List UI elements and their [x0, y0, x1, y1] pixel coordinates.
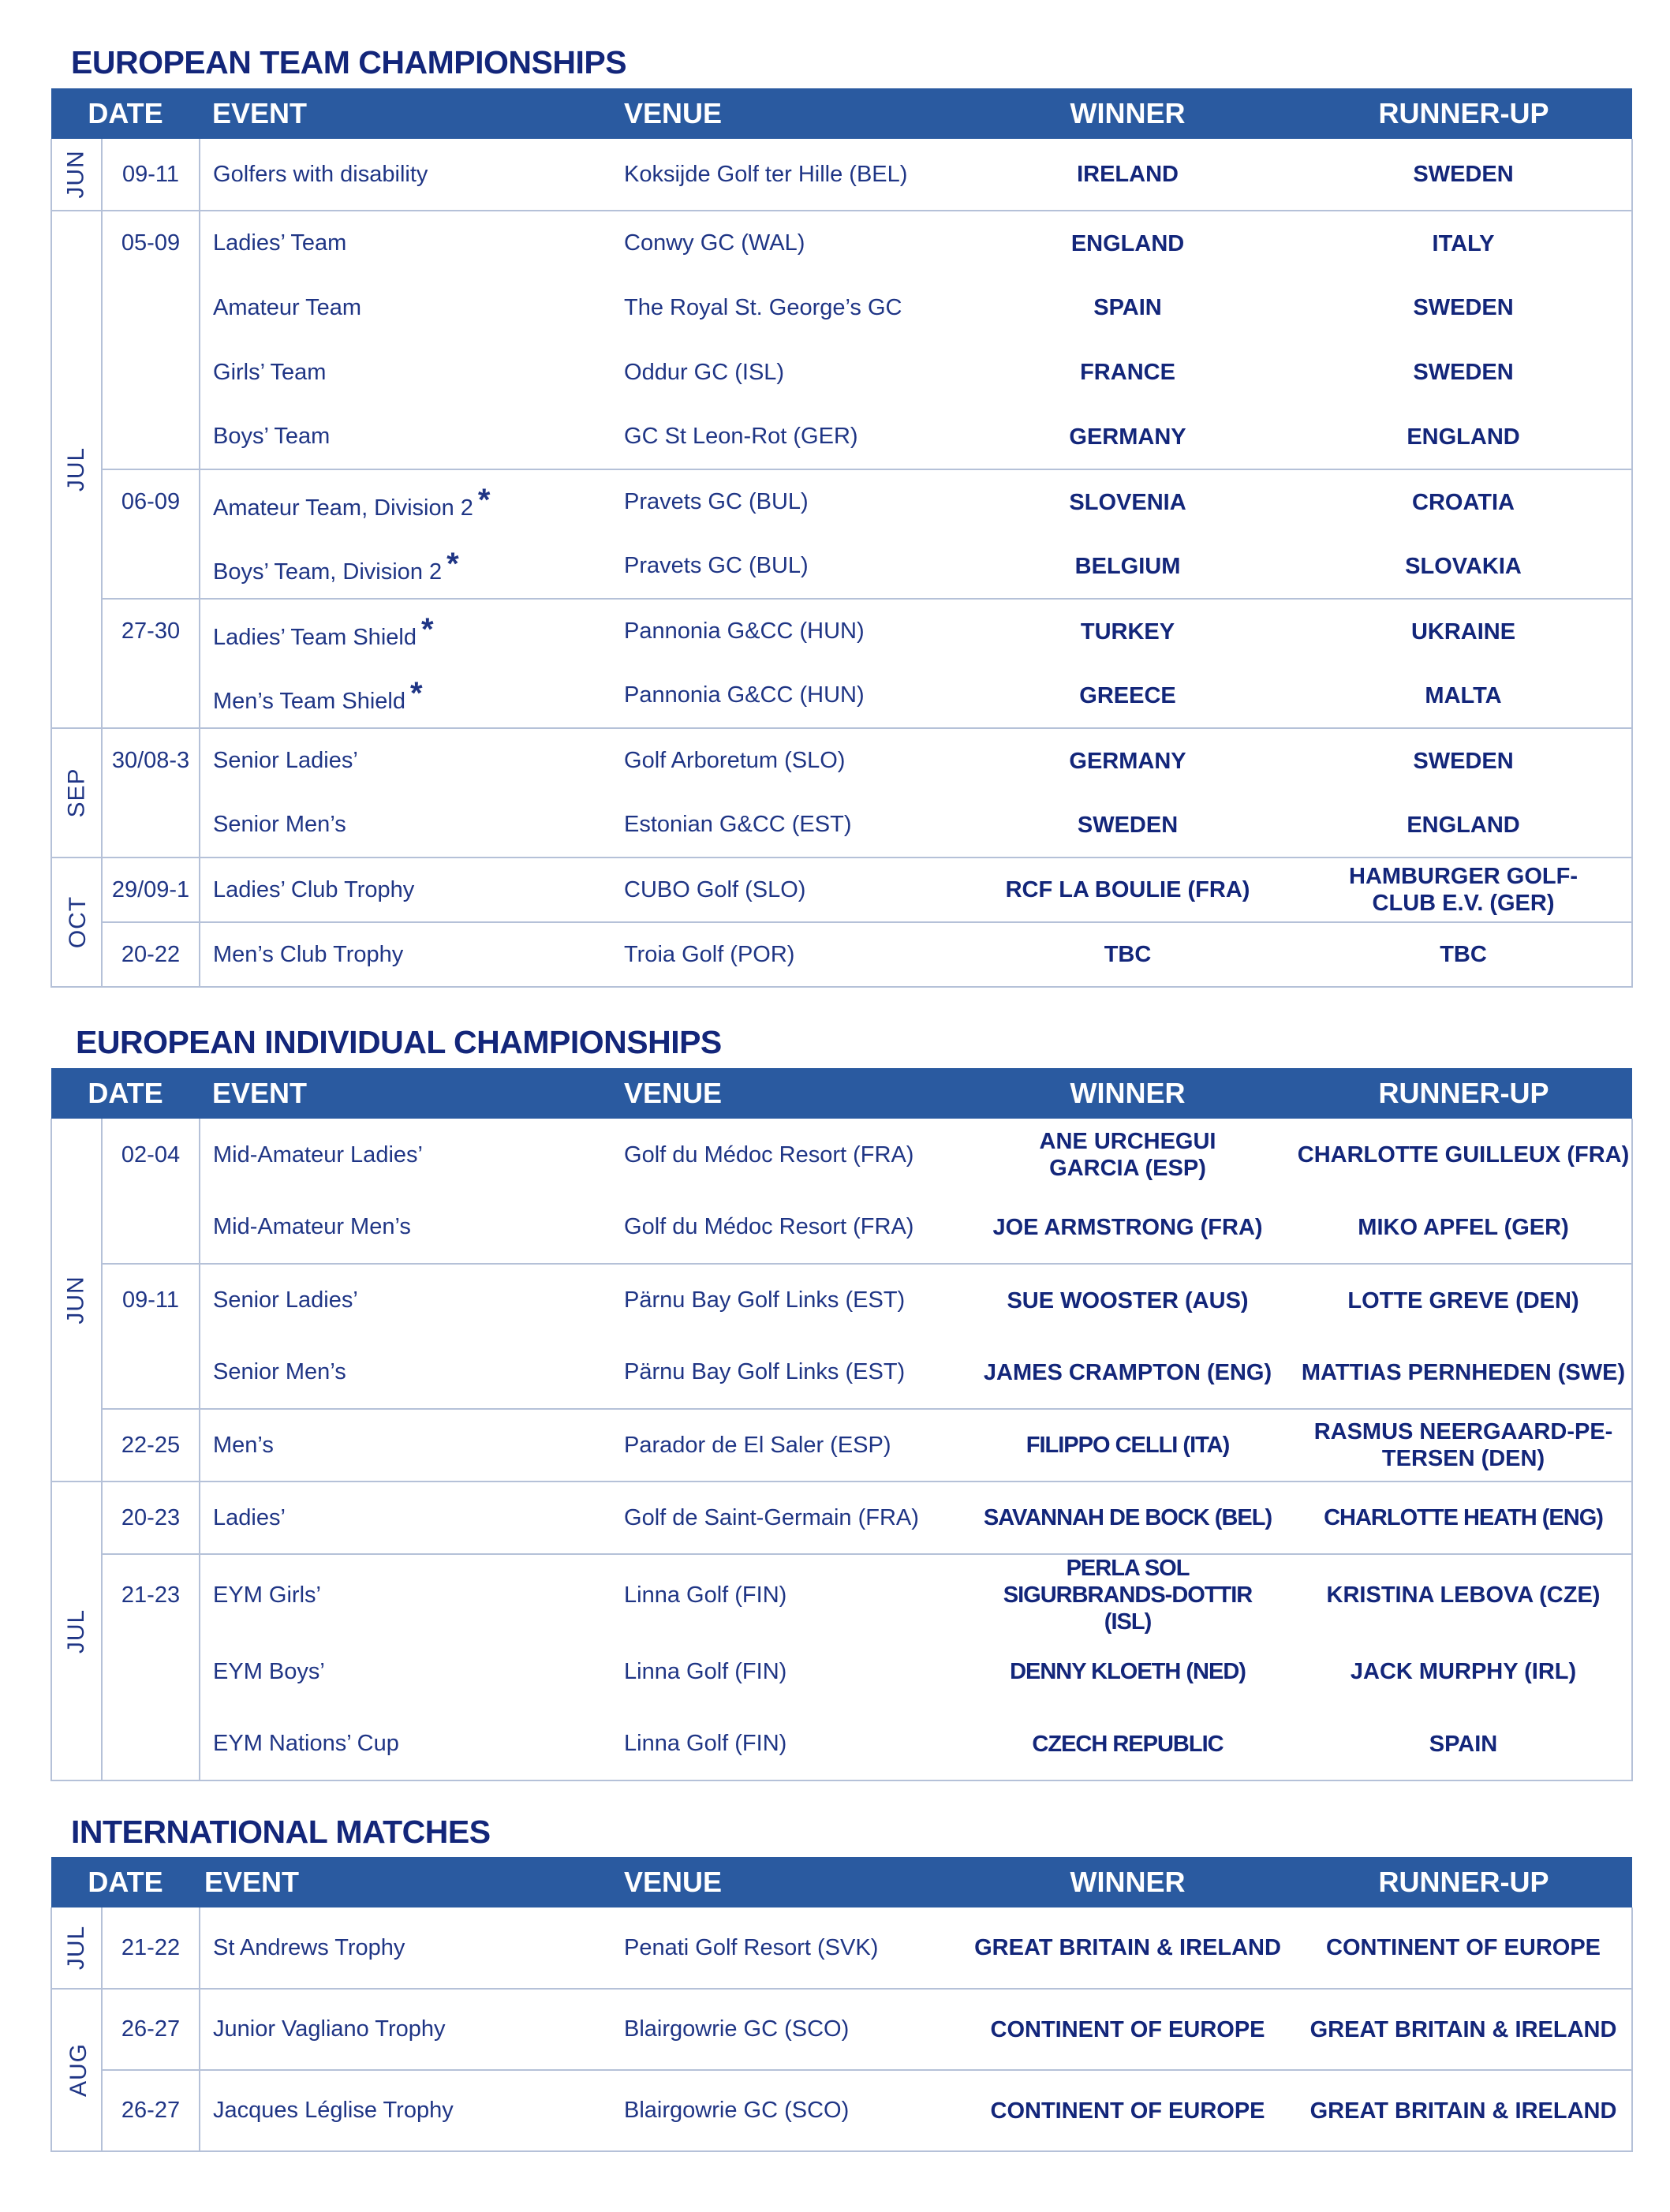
winner-cell: GREAT BRITAIN & IRELAND [960, 1907, 1295, 1989]
winner-cell: SLOVENIA [1069, 489, 1186, 515]
date-cell [102, 1191, 200, 1264]
month-label: SEP [63, 768, 90, 818]
month-label: JUN [63, 1275, 89, 1325]
venue-cell: Golf Arboretum (SLO) [624, 748, 846, 773]
runner-up-cell: CHARLOTTE GUILLEUX (FRA) [1295, 1119, 1632, 1191]
date-cell: 30/08-3 [102, 728, 200, 793]
team-header-row [51, 88, 1632, 139]
month-label: JUL [62, 1925, 89, 1971]
date-cell: 06-09 [102, 469, 200, 534]
event-cell: Girls’ Team [213, 359, 327, 385]
event-cell: EYM Nations’ Cup [200, 1708, 611, 1780]
table-row [51, 469, 1632, 534]
winner-cell: CZECH REPUBLIC [960, 1708, 1295, 1780]
winner-cell: SWEDEN [960, 793, 1295, 858]
month-label: JUL [62, 1609, 89, 1653]
header-venue: VENUE [624, 1077, 723, 1109]
winner-cell: TBC [960, 922, 1295, 987]
header-event: EVENT [212, 1077, 308, 1109]
date-cell: 26-27 [102, 1989, 200, 2070]
date-cell: 26-27 [102, 2070, 200, 2151]
runner-up-cell: UKRAINE [1295, 599, 1632, 663]
runner-up-cell: SWEDEN [1295, 275, 1632, 340]
header-winner: WINNER [1070, 1866, 1186, 1898]
winner-cell: JAMES CRAMPTON (ENG) [960, 1336, 1295, 1409]
runner-up-cell: CHARLOTTE HEATH (ENG) [1295, 1482, 1632, 1554]
table-row [51, 275, 1632, 340]
winner-cell: JOE ARMSTRONG (FRA) [960, 1191, 1295, 1264]
international-header-row [51, 1857, 1632, 1907]
venue-cell: Golf du Médoc Resort (FRA) [611, 1191, 960, 1264]
venue-cell: Penati Golf Resort (SVK) [611, 1907, 960, 1989]
table-row [51, 1554, 1632, 1635]
date-cell: 21-22 [102, 1907, 200, 1989]
venue-cell: The Royal St. George’s GC [624, 294, 902, 320]
table-row [51, 340, 1632, 405]
winner-cell: ANE URCHEGUI GARCIA (ESP) [1039, 1129, 1216, 1181]
event-cell: Boys’ Team [200, 405, 611, 469]
header-runner-up: RUNNER-UP [1378, 1077, 1549, 1109]
venue-cell: Pravets GC (BUL) [611, 534, 960, 599]
date-cell [102, 340, 200, 405]
date-cell: 27-30 [102, 599, 200, 663]
month-label: JUL [62, 447, 89, 492]
runner-up-cell: SPAIN [1295, 1708, 1632, 1780]
winner-cell: CONTINENT OF EUROPE [960, 1989, 1295, 2070]
venue-cell: Golf du Médoc Resort (FRA) [624, 1141, 914, 1168]
date-cell: 05-09 [102, 211, 200, 275]
runner-up-cell: LOTTE GREVE (DEN) [1295, 1264, 1632, 1336]
date-cell [102, 1708, 200, 1780]
venue-cell: Pannonia G&CC (HUN) [624, 618, 865, 644]
winner-cell: SPAIN [1093, 295, 1162, 320]
table-row [51, 1635, 1632, 1708]
venue-cell: Pärnu Bay Golf Links (EST) [624, 1287, 906, 1313]
asterisk-icon: * [477, 483, 491, 518]
runner-up-cell: TBC [1295, 922, 1632, 987]
table-row [51, 534, 1632, 599]
header-runner-up: RUNNER-UP [1378, 1866, 1549, 1898]
table-row [51, 211, 1632, 275]
venue-cell: Blairgowrie GC (SCO) [611, 2070, 960, 2151]
winner-cell: PERLA SOL SIGURBRANDS-DOTTIR (ISL) [1003, 1556, 1253, 1635]
runner-up-cell: GREAT BRITAIN & IRELAND [1295, 1989, 1632, 2070]
date-cell: 20-22 [102, 922, 200, 987]
event-cell: EYM Girls’ [213, 1582, 321, 1608]
venue-cell: Pravets GC (BUL) [624, 489, 809, 514]
event-cell: Mid-Amateur Men’s [200, 1191, 611, 1264]
runner-up-cell: SWEDEN [1295, 728, 1632, 793]
table-row [51, 1191, 1632, 1264]
runner-up-cell: CONTINENT OF EUROPE [1295, 1907, 1632, 1989]
date-cell: 09-11 [102, 139, 200, 211]
team-table [50, 88, 1633, 988]
event-cell: St Andrews Trophy [200, 1907, 611, 1989]
individual-table [50, 1068, 1633, 1781]
venue-cell: Linna Golf (FIN) [611, 1708, 960, 1780]
table-row [51, 663, 1632, 728]
event-cell [200, 663, 611, 728]
individual-header-row [51, 1068, 1632, 1119]
event-label: Ladies’ Team Shield [213, 625, 417, 650]
individual-section-title: EUROPEAN INDIVIDUAL CHAMPIONSHIPS [76, 1024, 722, 1060]
header-date: DATE [88, 1077, 163, 1109]
event-cell: Senior Ladies’ [213, 748, 358, 773]
table-row [51, 1708, 1632, 1780]
header-date: DATE [88, 97, 163, 129]
event-cell: Senior Men’s [200, 793, 611, 858]
event-cell: Men’s Club Trophy [200, 922, 611, 987]
winner-cell: ENGLAND [1070, 230, 1185, 256]
date-cell: 21-23 [102, 1554, 200, 1635]
asterisk-icon: * [409, 676, 423, 711]
date-cell: 29/09-1 [102, 858, 200, 922]
event-cell: Jacques Léglise Trophy [200, 2070, 611, 2151]
runner-up-cell: ENGLAND [1295, 793, 1632, 858]
header-date: DATE [88, 1866, 163, 1898]
runner-up-cell: HAMBURGER GOLF-CLUB E.V. (GER) [1295, 858, 1632, 922]
table-row [51, 1482, 1632, 1554]
date-cell [102, 275, 200, 340]
runner-up-cell: KRISTINA LEBOVA (CZE) [1295, 1554, 1632, 1635]
table-row [51, 405, 1632, 469]
header-event: EVENT [212, 97, 308, 129]
header-event: EVENT [204, 1866, 300, 1898]
date-cell [102, 663, 200, 728]
month-cell [51, 858, 102, 987]
asterisk-icon: * [420, 612, 434, 647]
table-row [51, 599, 1632, 663]
runner-up-cell: SWEDEN [1295, 139, 1632, 211]
table-row [51, 1989, 1632, 2070]
winner-cell: FILIPPO CELLI (ITA) [960, 1409, 1295, 1482]
runner-up-cell: JACK MURPHY (IRL) [1295, 1635, 1632, 1708]
month-cell [51, 1482, 102, 1780]
table-row [51, 728, 1632, 793]
month-cell [51, 1119, 102, 1482]
venue-cell: Oddur GC (ISL) [624, 359, 785, 385]
date-cell [102, 1635, 200, 1708]
event-label: Boys’ Team, Division 2 [213, 559, 443, 585]
venue-cell: Pannonia G&CC (HUN) [611, 663, 960, 728]
header-winner: WINNER [1070, 1077, 1186, 1109]
team-section-title: EUROPEAN TEAM CHAMPIONSHIPS [71, 44, 627, 80]
event-cell: EYM Boys’ [213, 1658, 325, 1684]
header-winner: WINNER [1070, 97, 1186, 129]
winner-cell: BELGIUM [960, 534, 1295, 599]
venue-cell: Blairgowrie GC (SCO) [611, 1989, 960, 2070]
event-cell [200, 599, 611, 663]
table-row [51, 858, 1632, 922]
event-cell: Ladies’ Club Trophy [200, 858, 611, 922]
runner-up-cell: MIKO APFEL (GER) [1295, 1191, 1632, 1264]
runner-up-cell: MALTA [1295, 663, 1632, 728]
runner-up-cell: MATTIAS PERNHEDEN (SWE) [1295, 1336, 1632, 1409]
runner-up-cell: GREAT BRITAIN & IRELAND [1295, 2070, 1632, 2151]
venue-cell: Koksijde Golf ter Hille (BEL) [611, 139, 960, 211]
month-label: OCT [65, 895, 92, 949]
event-cell [200, 534, 611, 599]
winner-cell: RCF LA BOULIE (FRA) [960, 858, 1295, 922]
header-runner-up: RUNNER-UP [1378, 97, 1549, 129]
event-cell: Golfers with disability [200, 139, 611, 211]
event-cell: Junior Vagliano Trophy [200, 1989, 611, 2070]
venue-cell: Golf de Saint-Germain (FRA) [611, 1482, 960, 1554]
winner-cell: GREECE [960, 663, 1295, 728]
winner-cell: SUE WOOSTER (AUS) [1007, 1287, 1249, 1313]
date-cell: 22-25 [102, 1409, 200, 1482]
winner-cell: GERMANY [960, 405, 1295, 469]
event-cell: Mid-Amateur Ladies’ [213, 1141, 423, 1168]
header-venue: VENUE [624, 97, 723, 129]
international-table [50, 1857, 1633, 2152]
date-cell: 20-23 [102, 1482, 200, 1554]
venue-cell: Estonian G&CC (EST) [611, 793, 960, 858]
runner-up-cell: SWEDEN [1295, 340, 1632, 405]
winner-cell: IRELAND [960, 139, 1295, 211]
date-cell [102, 793, 200, 858]
table-row [51, 793, 1632, 858]
event-cell: Ladies’ [200, 1482, 611, 1554]
header-venue: VENUE [624, 1866, 723, 1898]
venue-cell: Parador de El Saler (ESP) [611, 1409, 960, 1482]
event-cell: Senior Ladies’ [213, 1287, 358, 1313]
month-cell [51, 211, 102, 728]
date-cell [102, 1336, 200, 1409]
event-label: Amateur Team, Division 2 [213, 495, 473, 521]
runner-up-cell: RASMUS NEERGAARD-PE-TERSEN (DEN) [1295, 1409, 1632, 1482]
winner-cell: CONTINENT OF EUROPE [960, 2070, 1295, 2151]
venue-cell: Conwy GC (WAL) [624, 230, 805, 256]
table-row [51, 1336, 1632, 1409]
date-cell [102, 534, 200, 599]
venue-cell: CUBO Golf (SLO) [611, 858, 960, 922]
event-cell [200, 469, 611, 534]
table-row [51, 139, 1632, 211]
winner-cell: DENNY KLOETH (NED) [1010, 1659, 1246, 1684]
date-cell [102, 405, 200, 469]
winner-cell: SAVANNAH DE BOCK (BEL) [960, 1482, 1295, 1554]
venue-cell: Linna Golf (FIN) [624, 1658, 787, 1684]
venue-cell: Troia Golf (POR) [611, 922, 960, 987]
international-section-title: INTERNATIONAL MATCHES [71, 1814, 491, 1850]
month-cell [51, 728, 102, 858]
month-label: AUG [65, 2042, 92, 2098]
venue-cell: GC St Leon-Rot (GER) [611, 405, 960, 469]
winner-cell: FRANCE [1080, 360, 1175, 385]
runner-up-cell: ITALY [1295, 211, 1632, 275]
event-cell: Men’s [200, 1409, 611, 1482]
table-row [51, 1119, 1632, 1191]
venue-cell: Pärnu Bay Golf Links (EST) [611, 1336, 960, 1409]
event-label: Men’s Team Shield [213, 689, 405, 714]
runner-up-cell: ENGLAND [1295, 405, 1632, 469]
month-cell [51, 1989, 102, 2151]
date-cell: 02-04 [102, 1119, 200, 1191]
event-cell: Amateur Team [213, 294, 362, 320]
table-row [51, 1907, 1632, 1989]
month-label: JUN [63, 150, 89, 199]
venue-cell: Linna Golf (FIN) [624, 1582, 787, 1608]
winner-cell: GERMANY [1069, 748, 1186, 774]
runner-up-cell: CROATIA [1295, 469, 1632, 534]
month-cell [51, 1907, 102, 1989]
winner-cell: TURKEY [1080, 618, 1175, 645]
table-row [51, 922, 1632, 987]
table-row [51, 2070, 1632, 2151]
date-cell: 09-11 [102, 1264, 200, 1336]
table-row [51, 1264, 1632, 1336]
month-cell [51, 139, 102, 211]
asterisk-icon: * [446, 547, 459, 581]
event-cell: Ladies’ Team [213, 230, 347, 256]
event-cell: Senior Men’s [200, 1336, 611, 1409]
runner-up-cell: SLOVAKIA [1295, 534, 1632, 599]
table-row [51, 1409, 1632, 1482]
